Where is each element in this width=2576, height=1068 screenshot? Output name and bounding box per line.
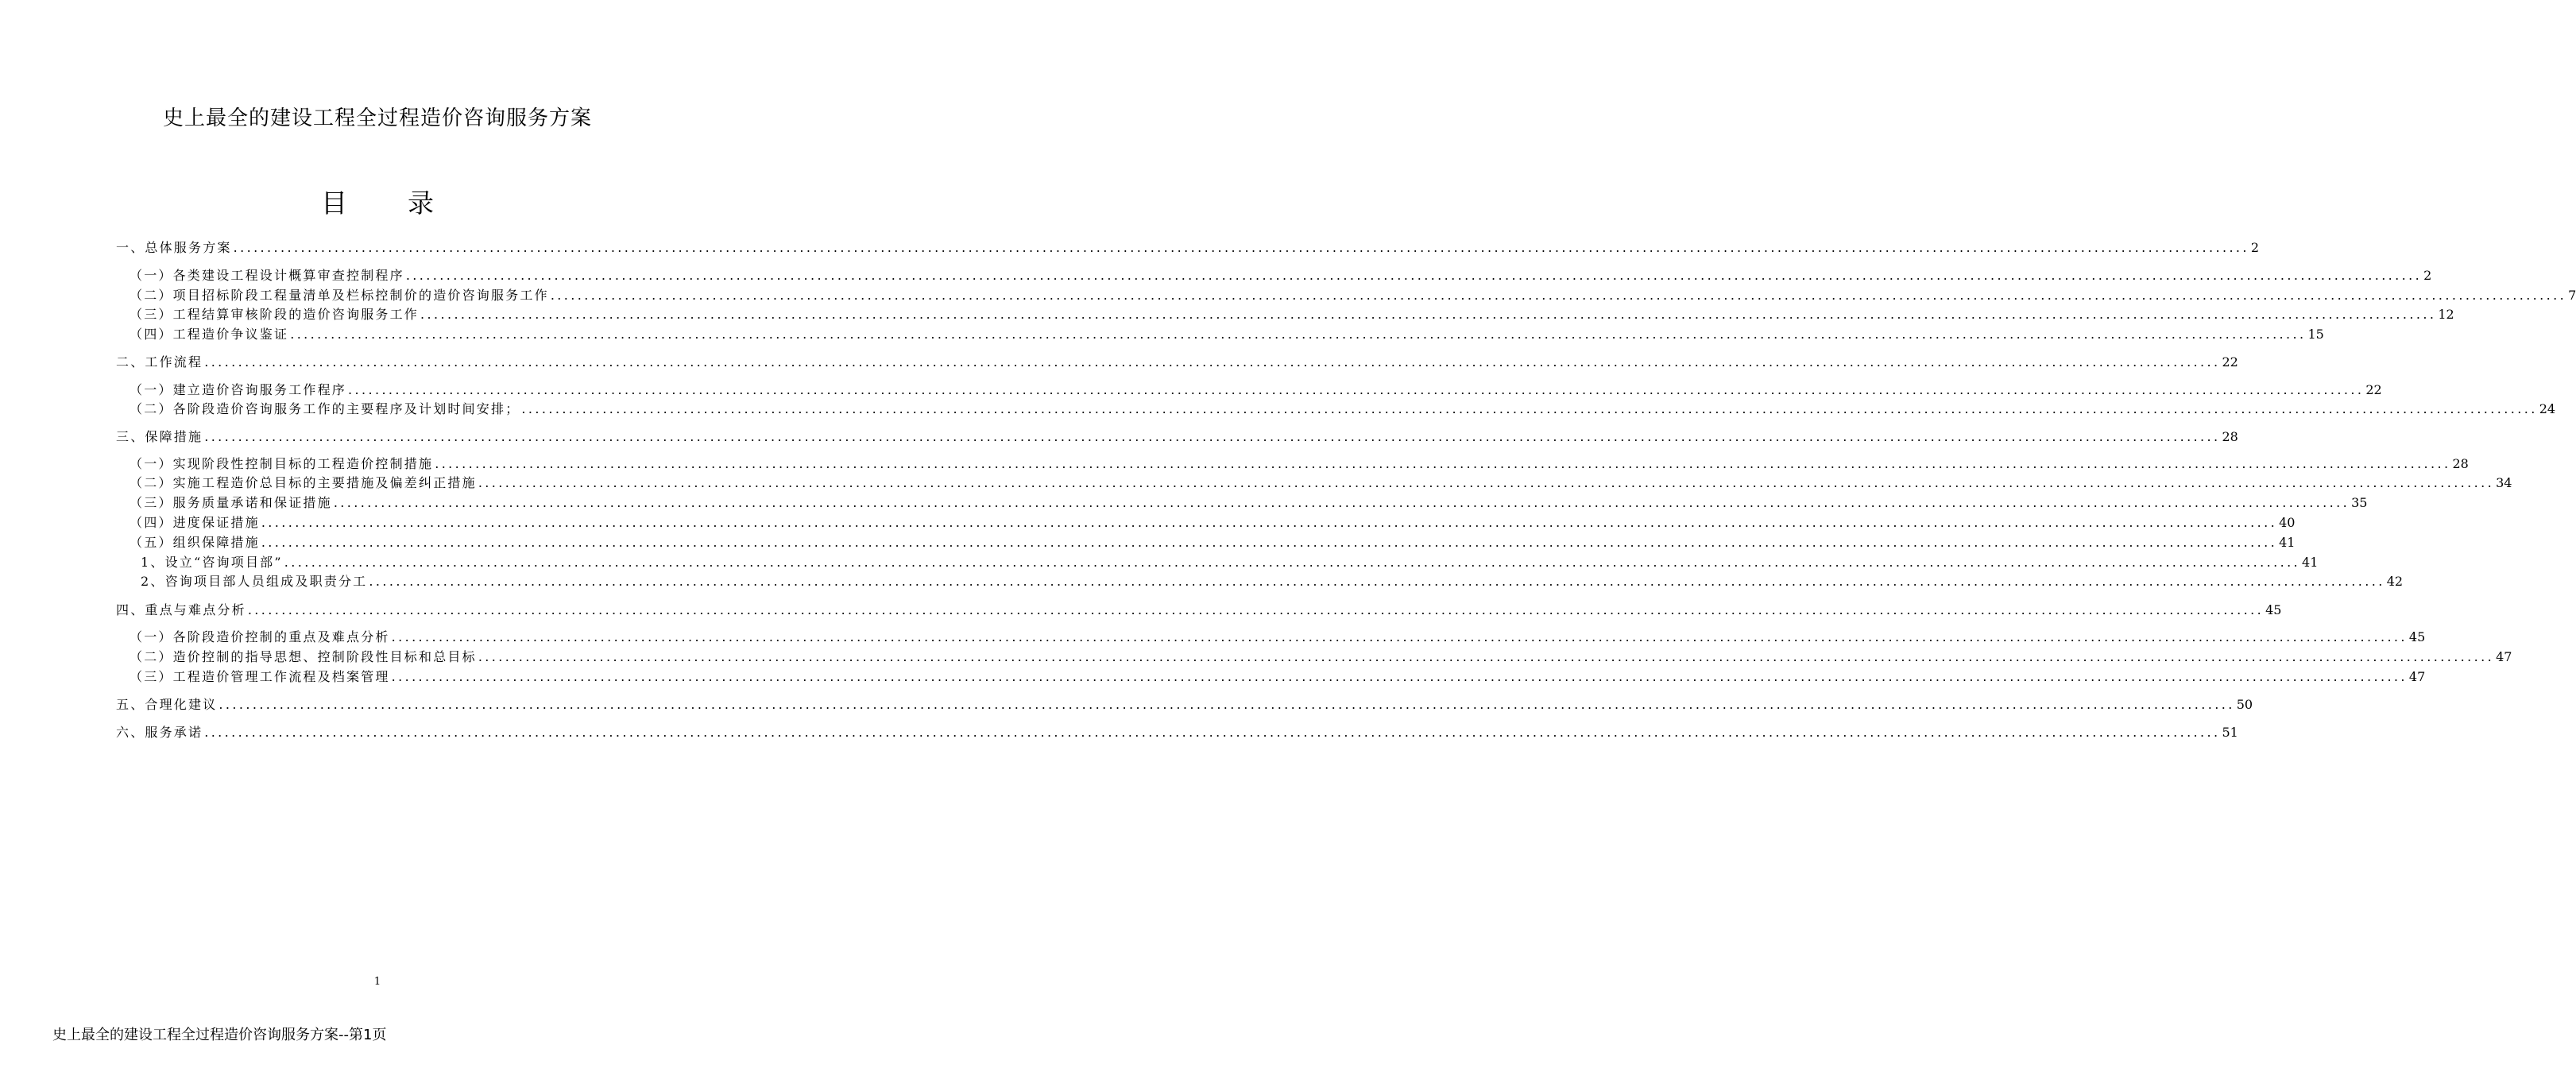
toc-entry-page: 24 <box>2539 401 2556 416</box>
toc-entry-label: （一）各阶段造价控制的重点及难点分析 <box>130 629 390 644</box>
toc-entry-page: 7 <box>2568 288 2576 303</box>
toc-dot-leader: ........................................................................................................................................................................................................................................................................................................... <box>204 725 2221 740</box>
toc-dot-leader: ........................................................................................................................................................................................................................................................................................................... <box>261 535 2278 550</box>
toc-dot-leader: ........................................................................................................................................................................................................................................................................................................... <box>233 240 2249 255</box>
toc-entry-page: 22 <box>2365 382 2382 397</box>
toc-dot-leader: ........................................................................................................................................................................................................................................................................................................... <box>391 669 2408 684</box>
toc-entry[interactable] <box>130 475 2512 491</box>
toc-entry[interactable] <box>130 327 2324 342</box>
toc-entry-page: 12 <box>2438 307 2454 322</box>
toc-entry-page: 2 <box>2423 268 2432 283</box>
toc-entry-page: 47 <box>2408 669 2426 684</box>
toc-entry[interactable] <box>130 629 2426 645</box>
toc-entry-page: 34 <box>2496 475 2512 490</box>
toc-dot-leader: ........................................................................................................................................................................................................................................................................................................... <box>204 354 2221 370</box>
toc-dot-leader: ........................................................................................................................................................................................................................................................................................................... <box>550 288 2567 303</box>
toc-entry[interactable] <box>130 382 2382 398</box>
toc-entry-page: 45 <box>2265 602 2282 617</box>
document-title: 史上最全的建设工程全过程造价咨询服务方案 <box>162 106 592 130</box>
toc-entry-label: 1、设立“咨询项目部” <box>141 555 283 570</box>
toc-dot-leader: ........................................................................................................................................................................................................................................................................................................... <box>521 401 2538 416</box>
toc-entry-page: 28 <box>2222 429 2238 444</box>
toc-dot-leader: ........................................................................................................................................................................................................................................................................................................... <box>391 629 2408 644</box>
toc-entry-label: （二）各阶段造价咨询服务工作的主要程序及计划时间安排； <box>130 401 520 416</box>
toc-entry-label: （三）工程造价管理工作流程及档案管理 <box>130 669 390 684</box>
toc-entry-label: 四、重点与难点分析 <box>116 602 246 617</box>
toc-entry-label: （四）工程造价争议鉴证 <box>130 327 289 342</box>
toc-dot-leader: ........................................................................................................................................................................................................................................................................................................... <box>290 327 2307 342</box>
toc-entry-label: 二、工作流程 <box>116 354 203 370</box>
toc-entry[interactable] <box>116 354 2238 370</box>
toc-entry[interactable] <box>130 307 2454 323</box>
toc-dot-leader: ........................................................................................................................................................................................................................................................................................................... <box>219 697 2235 712</box>
toc-entry[interactable] <box>130 288 2576 304</box>
toc-entry-label: （一）建立造价咨询服务工作程序 <box>130 382 347 397</box>
toc-entry-label: （五）组织保障措施 <box>130 535 260 550</box>
toc-entry[interactable] <box>130 268 2432 284</box>
toc-dot-leader: ........................................................................................................................................................................................................................................................................................................... <box>435 456 2451 471</box>
toc-entry-label: （一）实现阶段性控制目标的工程造价控制措施 <box>130 456 434 471</box>
toc-dot-leader: ........................................................................................................................................................................................................................................................................................................... <box>261 515 2278 530</box>
toc-entry[interactable] <box>141 555 2319 571</box>
toc-entry-page: 47 <box>2496 649 2512 664</box>
toc-entry[interactable] <box>141 574 2404 590</box>
toc-entry[interactable] <box>116 240 2260 256</box>
toc-entry[interactable] <box>130 515 2296 531</box>
toc-dot-leader: ........................................................................................................................................................................................................................................................................................................... <box>369 574 2385 589</box>
toc-entry[interactable] <box>130 456 2469 472</box>
toc-entry-page: 41 <box>2302 555 2319 570</box>
toc-dot-leader: ........................................................................................................................................................................................................................................................................................................... <box>284 555 2301 570</box>
toc-dot-leader: ........................................................................................................................................................................................................................................................................................................... <box>405 268 2423 283</box>
toc-entry-label: （二）实施工程造价总目标的主要措施及偏差纠正措施 <box>130 475 477 490</box>
toc-dot-leader: ........................................................................................................................................................................................................................................................................................................... <box>478 649 2495 664</box>
toc-entry-label: （二）造价控制的指导思想、控制阶段性目标和总目标 <box>130 649 477 664</box>
toc-entry[interactable] <box>116 602 2282 618</box>
toc-dot-leader: ........................................................................................................................................................................................................................................................................................................... <box>247 602 2265 617</box>
toc-dot-leader: ........................................................................................................................................................................................................................................................................................................... <box>348 382 2365 397</box>
toc-entry-label: 一、总体服务方案 <box>116 240 232 255</box>
toc-entry[interactable] <box>130 649 2512 665</box>
toc-dot-leader: ........................................................................................................................................................................................................................................................................................................... <box>478 475 2495 490</box>
toc-entry[interactable] <box>116 429 2238 445</box>
toc-entry[interactable] <box>116 697 2253 713</box>
toc-entry-page: 51 <box>2222 725 2238 740</box>
toc-entry[interactable] <box>130 535 2296 551</box>
toc-entry[interactable] <box>130 401 2556 417</box>
toc-entry-label: （三）服务质量承诺和保证措施 <box>130 495 332 510</box>
toc-entry-label: 2、咨询项目部人员组成及职责分工 <box>141 574 368 589</box>
toc-dot-leader: ........................................................................................................................................................................................................................................................................................................... <box>420 307 2437 322</box>
toc-entry-label: 六、服务承诺 <box>116 725 203 740</box>
toc-entry-page: 2 <box>2250 240 2260 255</box>
toc-dot-leader: ........................................................................................................................................................................................................................................................................................................... <box>204 429 2221 444</box>
footer-caption: 史上最全的建设工程全过程造价咨询服务方案--第1页 <box>52 1027 387 1043</box>
toc-entry[interactable] <box>130 669 2426 685</box>
toc-entry-label: （一）各类建设工程设计概算审查控制程序 <box>130 268 404 283</box>
toc-heading: 目录 <box>321 188 494 219</box>
toc-entry-label: 五、合理化建议 <box>116 697 218 712</box>
toc-entry-page: 35 <box>2351 495 2368 510</box>
toc-entry[interactable] <box>116 725 2238 741</box>
toc-dot-leader: ........................................................................................................................................................................................................................................................................................................... <box>333 495 2350 510</box>
toc-entry-page: 22 <box>2222 354 2238 370</box>
toc-entry-page: 42 <box>2386 574 2404 589</box>
toc-entry-label: 三、保障措施 <box>116 429 203 444</box>
toc-entry-page: 40 <box>2279 515 2296 530</box>
toc-entry-page: 15 <box>2307 327 2324 342</box>
toc-entry-page: 28 <box>2452 456 2469 471</box>
toc-entry-page: 41 <box>2279 535 2296 550</box>
page-number: 1 <box>373 976 381 988</box>
toc-entry-page: 45 <box>2408 629 2426 644</box>
toc-entry[interactable] <box>130 495 2368 511</box>
toc-entry-page: 50 <box>2236 697 2253 712</box>
toc-entry-label: （三）工程结算审核阶段的造价咨询服务工作 <box>130 307 420 322</box>
toc-entry-label: （四）进度保证措施 <box>130 515 260 530</box>
toc-entry-label: （二）项目招标阶段工程量清单及栏标控制价的造价咨询服务工作 <box>130 288 549 303</box>
